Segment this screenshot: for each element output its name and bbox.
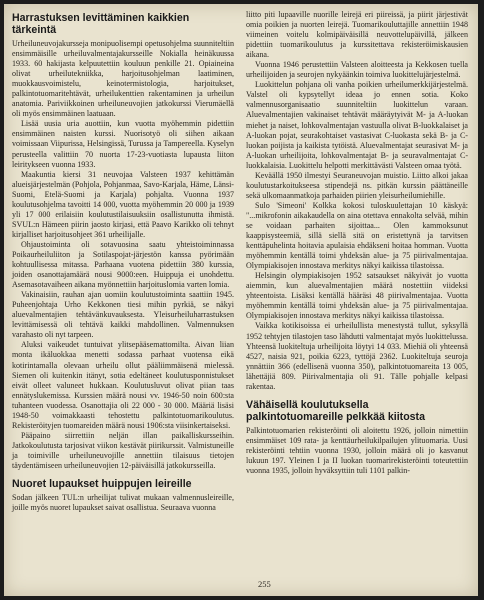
section-heading: Nuoret lupaukset huippujen leireille	[12, 478, 192, 491]
paragraph: Sulo 'Simeoni' Kolkka kokosi tuloskuulettajan 10 käskyä: "...mikrofonin aikakaudella on aina otettava ennakolta selvää, mihin se voidaan parhaiten sijoittaa... Olen kammoksunut kaappisysteemiä, sillä siellä sitä on eristettynä ja tarvitsen kenttäpuhelinta hoitavia apulaisia ehdäkseni hoitaa homman. Vuotta myöhemmin kentällä toimi yhdeksän alue- ja 75 piirivalmentajaa. Olympiakisojen innostava merkitys näkyi kaikissa tilastoissa.	[246, 200, 468, 271]
section-heading: Harrastuksen levittäminen kaikkien tärkeintä	[12, 12, 190, 36]
paragraph: Urheiluneuvojakursseja monipuolisempi opetusohjelma suunniteltiin ensimmäisille urheiluvalmentajakursseille Nokialla heinäkuussa 1933. 60 hakijasta kelpuutettiin kouluun penkille 21. Opiaineina olivat urheilutekniikka, harjoitusohjelman laatiminen, muokkausvoimistelu, keinotermistologia, harjoitukset, palkintotuomaritehtävät, urheilukenttien rakentaminen ja urheilun anatomia. Pariviikkoinen urheiluneuvojien jatkokurssi Vierumäellä oli myös ensimmäinen laatuaan.	[12, 39, 234, 119]
paragraph: Vakinaisiin, rauhan ajan uomiin koulutustoiminta saattiin 1945. Puheenjohtaja Urho Kekkonen tiesi mihin pyrkiä, se näkyi aluevalmentajien tehtävänkuvauksesta. Yleisurheiluharrastuksen levittämisessä oli tehtävä kaikki mahdollinen. Valmennuksen varahasto oli nyt tarpeen.	[12, 290, 234, 340]
paragraph: Vuonna 1946 perustettiin Valsteen aloitteesta ja Kekkosen tuella urheilijoiden ja seurojen nykyäänkin toimiva luokittelujärjestelmä.	[246, 60, 468, 80]
paragraph: Luokittelun pohjana oli vanha poikien urheilumerkkijärjestelmä. Valstel oli kypsytellyt ideaa jo ennen sotia. Koko valmennusorganisaatio suunniteltiin luokittelun varaan. Aluevalmentajien vakinaiset tehtävät määräytyivät M- ja A-luokan miehet ja naiset, lohkovalmentajan vastuulla olivat B-luokkalaiset ja A-luokan pojat, seurakohtaiset vastasivat C-luokasta sekä B- ja C-luokan poijista ja kaikista tytöistä. Aluevalmentajat seurasivat M- ja A-luokan urheilijoita, lohkovalmentajat B- ja seuravalmentajat C-luokkalaisia. Luokittelu helpotti merkittävästi Valsteen omaa työtä.	[246, 80, 468, 170]
paragraph: Maakuntia kiersi 31 neuvojaa Valsteen 1937 kehittämän alueisjärjestelmän (Pohjola, Pohjanmaa, Savo-Karjala, Häme, Länsi-Suomi, Etelä-Suomi ja Karjala) pohjalta. Vuonna 1937 koulutusohjelma tavoitti 14 000, vuotta myöhemmin 20 000 ja 1939 yli 17 000 erilaisiin koulutustilaisuuksiin osallistunutta ihmistä. SVUL:n Hämeen piirin jaosto kirjasi, että Paavo Karikko oli tehnyt kirjalliset harjoitusohjeet 361 urheilijalle.	[12, 169, 234, 239]
paragraph: Ohjaustoiminta oli sotavuosina saatu yhteistoiminnassa Poikaurheiluliiton ja Sotilaspojat-järjestön kanssa pyörimään kohtuullisessa mitassa. Parhaana vuotena pidettiin 380 kurssia, joiden osanottajamäärä nousi 9000:een. Huippuja ei unohdettu. Asemasotavaiheen aikana myönnettiin harjoituslomia varten lomia.	[12, 239, 234, 290]
left-column	[12, 12, 234, 513]
page-number: 255	[258, 579, 271, 589]
right-column	[246, 10, 468, 476]
section-heading: Vähäisellä koulutuksella palkintotuomareille pelkkää kiitosta	[246, 398, 425, 423]
paragraph: Lisää uusia uria auottiin, kun vuotta myöhemmin pidettiin ensimmäinen naisten kurssi. Nuorisotyö oli siihen aikaan voimissaan Viipurissa, Helsingissä, Turussa ja Tampereella. Kyselyn perusteella valittiin 70 nuorta 17-23-vuotiasta lupausta liiton leiritykseen vuonna 1933.	[12, 119, 234, 169]
paragraph: Helsingin olympiakisojen 1952 satsaukset näkyivät jo vuotta aiemmin, kun aluevalmentajien määrä nostettiin viideksi yhteentoista. Lisäksi kentällä hääräsi 48 piirivalmentajaa. Vuotta myöhemmin kentällä toimi yhdeksän alue- ja 75 piirivalmentajaa. Olympiakisojen innostava merkitys näkyi kaikissa tilastoissa.	[246, 271, 468, 321]
paragraph: Pääpaino siirrettiin neljän illan paikalliskursseihin. Jatkokoulutusta tarjosivat viikon kestävät piirikurssit. Valmistuneille ja toimiville urheiluneuvojille annettiin tilaisuus tietojen täydentämiseen urheiluneuvojien 12-päiväisillä jatkokursseilla.	[12, 430, 234, 470]
book-page	[4, 4, 478, 596]
paragraph: Aluksi vaikeudet tuntuivat ylitsepääsemattomilta. Aivan liian monta ikäluokkaa menetti sodassa parhaat vuotensa eikä kotirintamalla olevaan urheilu ollut pääliimmäisenä mielessä. Siemen oli kuitenkin itänyt, sotia edeltäneet koulutusponnistukset eivät olleet valuneet hukkaan. Koulutusluvut olivat piian taas ennätyslukemissa. Kurssien määrä nousi vv. 1946-50 noin 600:sta tuhanteen vuodessa. Osanottajia oli 22 000 - 30 000. Määriä lisäsi 1948-50 voimakkaasti tehostettu palkintotuomarikoulutus. Rekisteröityjen tuomareiden määrä nousi 1906:sta viisinkertaiseksi.	[12, 340, 234, 430]
paragraph: liitto piti lupaaville nuorille leirejä eri piireissä, ja piirit järjestivät omia poikien ja nuorten leirejä. Tuomarikouluttajille annettiin 1948 viimeinen voitelu kolmipäiväisillä neuvottelupäivillä, jälkeen pidettiin tuomarikoulutus ja kurssitettava rekisteröimiskausien aikana.	[246, 10, 468, 60]
paragraph: Keväällä 1950 ilmestyi Seuraneuvojan muistio. Liitto alkoi jakaa koulutustarkoitukseesa stipendejä ns. pitkän kurssin päättäneille sekä ulkomaanmatkoja parhaiden piirien yleisurheilumiehille.	[246, 170, 468, 200]
paragraph: Sodan jälkeen TUL:n urheilijat tulivat mukaan valmennusleireille, joille myös nuoret lupaukset saivat osallistua. Seuraava vuonna	[12, 493, 234, 513]
paragraph: Palkintotuomarien rekisteröinti oli aloitettu 1926, jolloin nimettiin ensimmäiset 109 rata- ja kenttäurheilukilpailujen ylituomaria. Uusi rekisteröinti tehtiin vuonna 1930, jolloin määrä oli jo kasvanut lukuun 197. Yleinen I ja II luokan tuomarirekisteröinti toteutettiin vuonna 1935, jolloin hyväksyttiin tuli 1101 palkin-	[246, 425, 468, 475]
paragraph: Vaikka kotikisoissa ei urheilullista menestystä tullut, syksyllä 1952 tehtyjen tilastojen taso lähdutti valmentajat myös luokittelussa. Yhteensä luokiteltuja urheilijoita löytyi 14 033. Miehiä oli yhteensä 4527, naisia 921, poikia 6223, tyttöjä 2362. Luokiteltuja seuroja ynnättiin 366 (edellisenä vuonna 350), palkintotuomareita 13 005, lähettäjiä 809. Piirivalmentajia oli 91. Tälle pohjalle kelpasi rakentaa.	[246, 321, 468, 391]
